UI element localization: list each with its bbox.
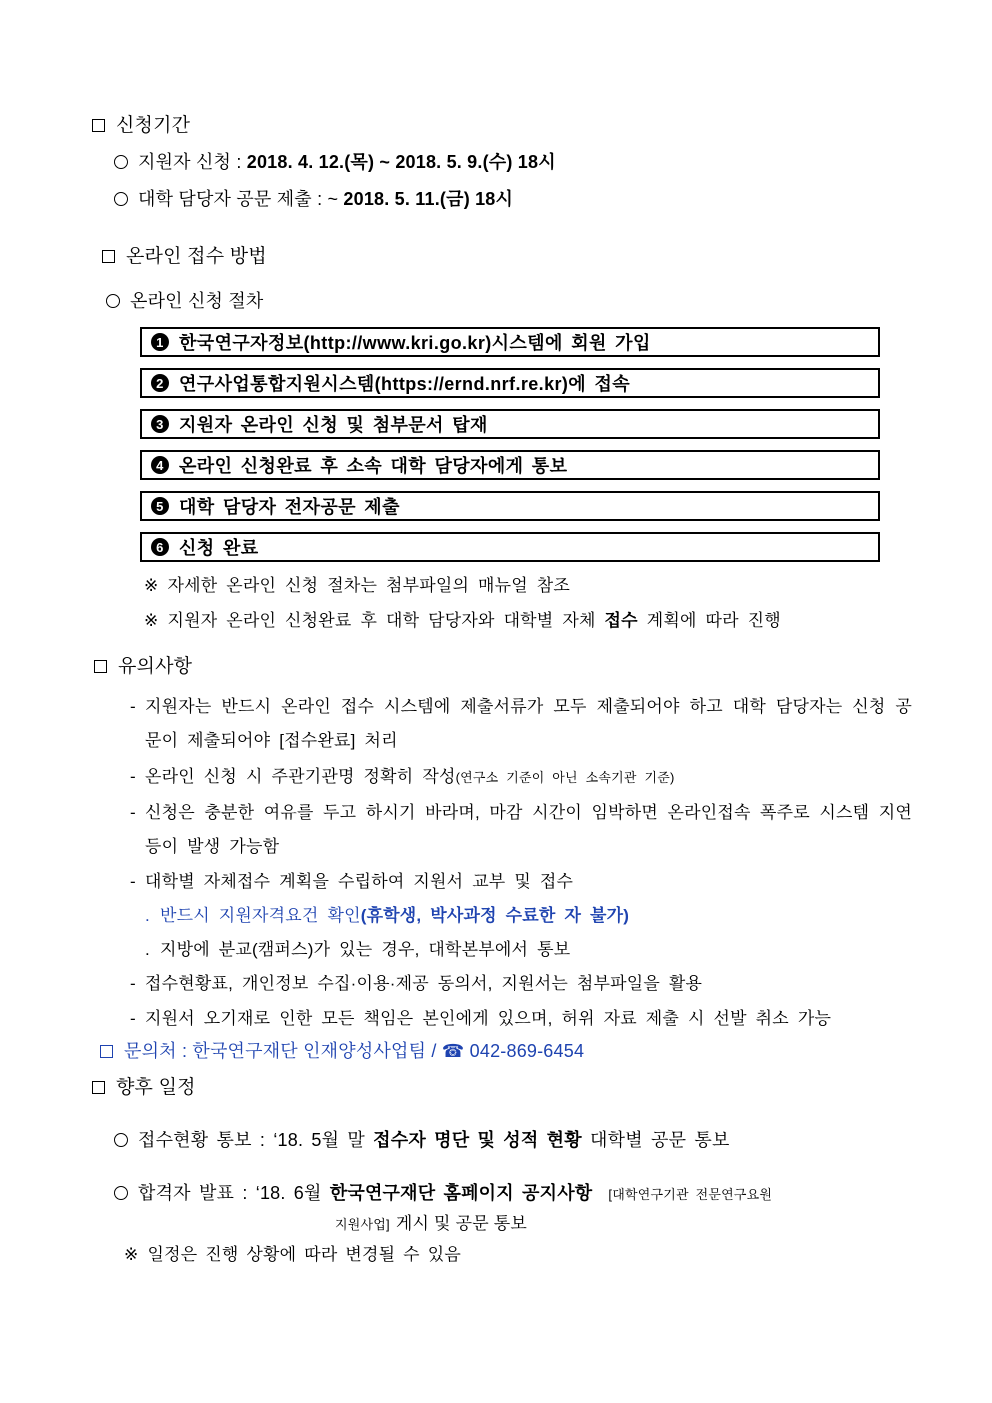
phone-icon: ☎ — [441, 1041, 465, 1061]
step-text: 지원자 온라인 신청 및 첨부문서 탑재 — [179, 415, 488, 435]
square-bullet-icon — [102, 250, 115, 263]
caution-text: 온라인 신청 시 주관기관명 정확히 작성 — [145, 767, 456, 786]
circle-bullet-icon — [114, 192, 128, 206]
caution-text: 지원자는 반드시 온라인 접수 시스템에 제출서류가 모두 제출되어야 하고 대학 담당자는 신청 공문이 제출되어야 [접수완료] 처리 — [145, 697, 912, 750]
schedule-note-text: 일정은 진행 상황에 따라 변경될 수 있음 — [147, 1245, 461, 1264]
dot-bullet: . — [145, 906, 150, 925]
square-bullet-icon — [92, 1081, 105, 1094]
step-text: 대학 담당자 전자공문 제출 — [179, 497, 400, 517]
applicant-apply-dates: 2018. 4. 12.(목) ~ 2018. 5. 9.(수) 18시 — [246, 152, 556, 172]
dash-bullet: - — [130, 974, 136, 993]
eligibility-text-bold: (휴학생, 박사과정 수료한 자 불가) — [360, 906, 630, 925]
schedule-note — [124, 1242, 992, 1268]
procedure-note-2 — [144, 608, 992, 634]
section-schedule-heading — [92, 1074, 992, 1102]
caution-text: 신청은 충분한 여유를 두고 하시기 바라며, 마감 시간이 임박하면 온라인접속 폭주로 시스템 지연 등이 발생 가능함 — [145, 803, 912, 856]
step-text: 한국연구자정보(http://www.kri.go.kr)시스템에 회원 가입 — [179, 333, 651, 353]
procedure-step-2 — [140, 368, 880, 398]
procedure-steps — [140, 327, 992, 562]
note-text: 자세한 온라인 신청 절차는 첨부파일의 매뉴얼 참조 — [167, 576, 571, 595]
step-number-badge: 3 — [151, 415, 169, 433]
results-post: 게시 및 공문 통보 — [395, 1214, 527, 1233]
schedule-item-results — [114, 1179, 992, 1209]
caution-item — [130, 760, 912, 795]
procedure-step-5 — [140, 491, 880, 521]
eligibility-text: 반드시 지원자격요건 확인 — [160, 906, 361, 925]
dash-bullet: - — [130, 1009, 136, 1028]
apply-period-title: 신청기간 — [116, 115, 191, 136]
dash-bullet: - — [130, 697, 136, 716]
results-pre: 합격자 발표 : ‘18. 6월 — [138, 1183, 330, 1203]
results-program-small: [대학연구기관 전문연구요원 — [608, 1187, 773, 1202]
status-notice-bold: 접수자 명단 및 성적 현황 — [373, 1130, 582, 1150]
note-text: 계획에 따라 진행 — [637, 611, 781, 630]
note-text-bold: 접수 — [604, 611, 638, 630]
step-text: 연구사업통합지원시스템(https://ernd.nrf.re.kr)에 접속 — [179, 374, 631, 394]
step-number-badge: 1 — [151, 333, 169, 351]
procedure-step-4 — [140, 450, 880, 480]
apply-period-item-university — [114, 185, 992, 213]
schedule-title: 향후 일정 — [116, 1077, 196, 1098]
reference-mark-icon: ※ — [144, 576, 159, 595]
square-bullet-icon — [94, 660, 107, 673]
contact-phone-number: 042-869-6454 — [469, 1041, 585, 1061]
reference-mark-icon: ※ — [124, 1245, 139, 1264]
procedure-step-3 — [140, 409, 880, 439]
section-online-method-heading — [102, 243, 992, 271]
caution-item — [130, 967, 912, 1001]
status-notice-pre: 접수현황 통보 : ‘18. 5월 말 — [138, 1130, 374, 1150]
caution-item — [130, 865, 912, 899]
caution-text-small: (연구소 기준이 아닌 소속기관 기준) — [455, 770, 675, 785]
cautions-title: 유의사항 — [118, 656, 193, 677]
note-text: 지원자 온라인 신청완료 후 대학 담당자와 대학별 자체 — [167, 611, 605, 630]
circle-bullet-icon — [114, 1186, 128, 1200]
dash-bullet: - — [130, 872, 136, 891]
apply-period-item-applicant — [114, 148, 992, 176]
circle-bullet-icon — [106, 294, 120, 308]
square-bullet-icon — [92, 119, 105, 132]
caution-item — [130, 690, 912, 758]
square-bullet-icon — [100, 1045, 113, 1058]
reference-mark-icon: ※ — [144, 611, 159, 630]
step-number-badge: 2 — [151, 374, 169, 392]
caution-text: 대학별 자체접수 계획을 수립하여 지원서 교부 및 접수 — [145, 872, 574, 891]
dot-bullet: . — [145, 940, 150, 959]
caution-subitem-eligibility — [145, 899, 905, 933]
applicant-apply-label: 지원자 신청 : — [138, 152, 247, 172]
status-notice-post: 대학별 공문 통보 — [581, 1130, 730, 1150]
step-text: 신청 완료 — [179, 538, 259, 558]
step-number-badge: 5 — [151, 497, 169, 515]
procedure-note-1 — [144, 573, 992, 599]
online-method-title: 온라인 접수 방법 — [126, 246, 267, 267]
circle-bullet-icon — [114, 155, 128, 169]
dash-bullet: - — [130, 767, 136, 786]
university-submit-label: 대학 담당자 공문 제출 : ~ — [138, 189, 344, 209]
section-apply-period-heading — [92, 112, 992, 140]
caution-item — [130, 796, 912, 864]
caution-item — [130, 1002, 912, 1036]
online-procedure-subheading — [106, 287, 992, 315]
results-bold: 한국연구재단 홈페이지 공지사항 — [329, 1183, 593, 1203]
online-procedure-title: 온라인 신청 절차 — [130, 291, 264, 311]
contact-label: 문의처 : 한국연구재단 인재양성사업팀 / — [124, 1041, 442, 1061]
university-submit-dates: 2018. 5. 11.(금) 18시 — [343, 189, 514, 209]
schedule-item-status — [114, 1126, 992, 1154]
procedure-step-6 — [140, 532, 880, 562]
dash-bullet: - — [130, 803, 136, 822]
step-text: 온라인 신청완료 후 소속 대학 담당자에게 통보 — [179, 456, 568, 476]
results-program-small-cont: 지원사업] — [335, 1217, 390, 1232]
step-number-badge: 6 — [151, 538, 169, 556]
caution-text: 지원서 오기재로 인한 모든 책임은 본인에게 있으며, 허위 자료 제출 시 선발 취소 가능 — [145, 1009, 832, 1028]
circle-bullet-icon — [114, 1133, 128, 1147]
caution-subitem-campus — [145, 933, 905, 967]
caution-text: 접수현황표, 개인정보 수집·이용·제공 동의서, 지원서는 첨부파일을 활용 — [145, 974, 703, 993]
step-number-badge: 4 — [151, 456, 169, 474]
schedule-item-results-cont — [335, 1209, 992, 1240]
contact-line — [100, 1036, 992, 1066]
procedure-step-1 — [140, 327, 880, 357]
section-cautions-heading — [94, 653, 992, 681]
campus-text: 지방에 분교(캠퍼스)가 있는 경우, 대학본부에서 통보 — [160, 940, 571, 959]
